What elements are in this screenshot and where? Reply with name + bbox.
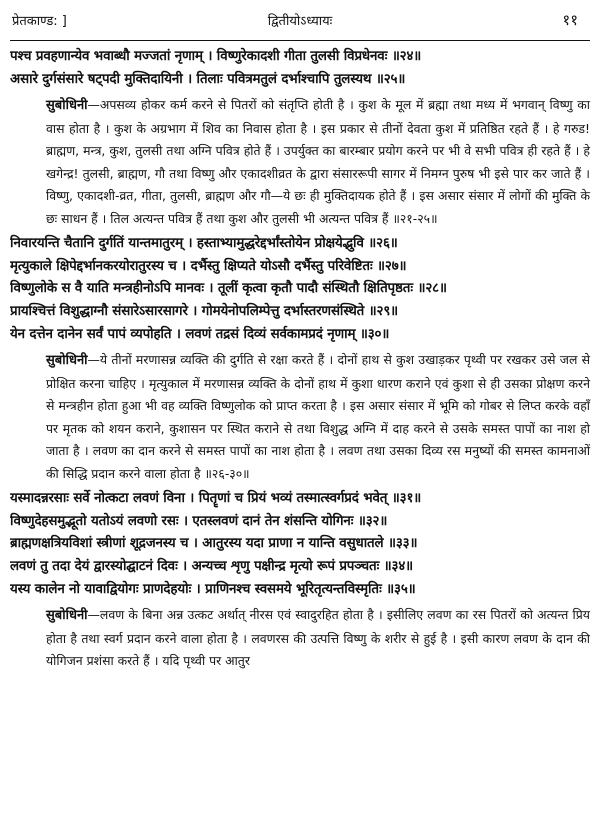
section-title: प्रेतकाण्ड: ] (12, 14, 67, 29)
page-number: ११ (562, 11, 578, 29)
commentary-paragraph (10, 349, 590, 485)
page-header (10, 0, 590, 41)
verse-line: येन दत्तेन दानेन सर्वं पापं व्यपोहति । लवणं तद्रसं दिव्यं सर्वकामप्रदं नृणाम् ॥३०॥ (10, 326, 390, 342)
verse-block-31-35 (10, 488, 590, 601)
commentary-label: सुबोधिनी (46, 98, 88, 114)
verse-line: प्रायश्चित्तं विशुद्धाग्नौ संसारेऽसारसागरे । गोमयेनोपलिम्पेत्तु दर्भास्तरणसंस्थिते ॥२९॥ (10, 303, 399, 319)
verse-line: विष्णुलोके स वै याति मन्त्रहीनोऽपि मानवः । तूलीं कृत्वा कृतौ पादौ संस्थितौ क्षितिपृष्ठतः ॥२८॥ (10, 281, 447, 297)
verse-block-24-25 (10, 46, 590, 91)
verse-line: पश्च प्रवहणान्येव भवाब्धौ मज्जतां नृणाम् । विष्णुरेकादशी गीता तुलसी विप्रधेनवः ॥२४॥ (10, 49, 422, 64)
verse-block-26-30 (10, 233, 590, 346)
chapter-title: द्वितीयोऽध्यायः (267, 14, 333, 29)
verse-line: यस्मादन्नरसाः सर्वे नोत्कटा लवणं विना । पितॄणां च प्रियं भव्यं तस्मात्स्वर्गप्रदं भवेत् ॥३१॥ (10, 491, 422, 507)
verse-line: विष्णुदेहसमुद्भूतो यतोऽयं लवणो रसः । एतस्लवणं दानं तेन शंसन्ति योगिनः ॥३२॥ (10, 513, 388, 529)
commentary-text: —लवण के बिना अन्न उत्कट अर्थात् नीरस एवं स्वादुरहित होता है । इसीलिए लवण का रस पितरों को अत्यन्त प्रिय होता है तथा स्वर्ग प्रदान करने वाला होता है । लवणरस की उत्पत्ति विष्णु के शरीर से हुई है । इसी कारण लवण के दान की योगिजन प्रशंसा करते हैं । यदि पृथ्वी पर आतुर (46, 607, 590, 669)
commentary-text: —ये तीनों मरणासन्न व्यक्ति की दुर्गति से रक्षा करते हैं । दोनों हाथ से कुश उखाड़कर पृथ्वी पर रखकर उसे जल से प्रोक्षित करना चाहिए । मृत्युकाल में मरणासन्न व्यक्ति के दोनों हाथ में कुशा धारण कराने एवं कुशा से ही उसका प्रोक्षण करने से मन्त्रहीन होता हुआ भी वह व्यक्ति विष्णुलोक को प्राप्त करता है । इस असार संसार में भूमि को गोबर से लिप्त करके वहाँ पर मृतक को शयन कराने, कुशासन पर स्थित कराने से तथा विशुद्ध अग्नि में दाह करने से उसके समस्त पापों का नाश हो जाता है । लवण का दान करने से समस्त पापों का नाश होता है । लवण तथा उसका दिव्य रस मनुष्यों की समस्त कामनाओं की सिद्धि प्रदान करने वाला होता है ॥२६-३०॥ (46, 352, 590, 481)
commentary-label: सुबोधिनी (46, 608, 88, 624)
commentary-paragraph (10, 94, 590, 230)
commentary-label: सुबोधिनी (46, 353, 88, 369)
verse-line: मृत्युकाले क्षिपेद्दर्भानकरयोरातुरस्य च । दर्भैस्तु क्षिप्यते योऽसौ दर्भैस्तु परिवेष्टितः ॥२७॥ (10, 258, 407, 274)
verse-line: निवारयन्ति चैतानि दुर्गतिं यान्तमातुरम् । हस्ताभ्यामुद्धरेद्दर्भांस्तोयेन प्रोक्षयेद्भुवि ॥२६॥ (10, 236, 398, 252)
verse-line: ब्राह्मणक्षत्रियविशां स्त्रीणां शूद्रजनस्य च । आतुरस्य यदा प्राणा न यान्ति वसुधातले ॥३३॥ (10, 536, 418, 552)
verse-line: यस्य कालेन नो यावाद्वियोगः प्राणदेहयोः । प्राणिनश्च स्वसमये भूरितृत्यन्तविस्मृतिः ॥३५॥ (10, 581, 416, 597)
commentary-text: —अपसव्य होकर कर्म करने से पितरों को संतृप्ति होती है । कुश के मूल में ब्रह्मा तथा मध्य में भगवान् विष्णु का वास होता है । कुश के अग्रभाग में शिव का निवास होता है । इस प्रकार से तीनों देवता कुश में प्रतिष्ठित रहते हैं । हे गरुड! ब्राह्मण, मन्त्र, कुश, तुलसी तथा अग्नि पवित्र होते हैं । उपर्युक्त का बारम्बार प्रयोग करने पर भी वे सभी पवित्र ही रहते हैं । हे खगेन्द्र! तुलसी, ब्राह्मण, गौ तथा विष्णु और एकादशीव्रत के द्वारा संसाररूपी सागर में निमग्न पुरुष भी इसे पार कर जाते हैं । विष्णु, एकादशी-व्रत, गीता, तुलसी, ब्राह्मण और गौ—ये छः ही मुक्तिदायक होते हैं । इस असार संसार में लोगों की मुक्ति के छः साधन हैं । तिल अत्यन्त पवित्र हैं तथा कुश और तुलसी भी अत्यन्त पवित्र हैं ॥२१-२५॥ (46, 97, 590, 226)
commentary-paragraph (10, 604, 590, 673)
verse-line: असारे दुर्गसंसारे षट्पदी मुक्तिदायिनी । तिलाः पवित्रमतुलं दर्भाश्चापि तुलस्यथ ॥२५॥ (10, 71, 406, 87)
verse-line: लवणं तु तदा देयं द्वारस्योद्घाटनं दिवः । अन्यच्च शृणु पक्षीन्द्र मृत्यो रूपं प्रपञ्चतः ॥३४॥ (10, 558, 414, 574)
